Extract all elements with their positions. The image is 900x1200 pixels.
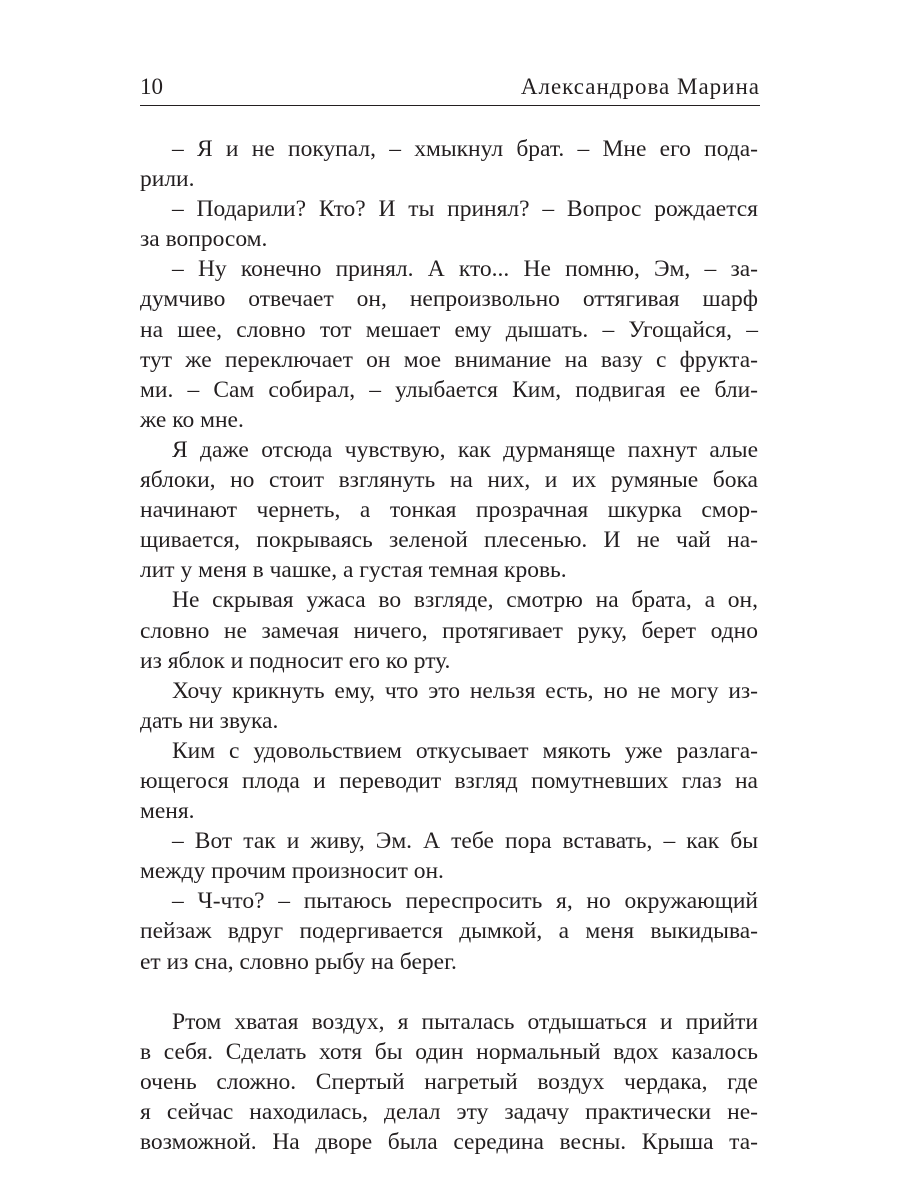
text-line: очень сложно. Спертый нагретый воздух чердака, где xyxy=(140,1068,758,1095)
text-line: думчиво отвечает он, непроизвольно оттягивая шарф xyxy=(140,286,758,313)
text-line: начинают чернеть, а тонкая прозрачная шкурка смор- xyxy=(140,497,758,524)
page-number: 10 xyxy=(140,74,163,99)
text-line: рили. xyxy=(140,166,195,193)
text-line: Хочу крикнуть ему, что это нельзя есть, но не могу из- xyxy=(172,677,758,704)
text-line: щивается, покрываясь зеленой плесенью. И не чай на- xyxy=(140,527,758,554)
text-line: Не скрывая ужаса во взгляде, смотрю на брата, а он, xyxy=(172,587,758,614)
text-line: из яблок и подносит его ко рту. xyxy=(140,647,451,674)
text-line: на шее, словно тот мешает ему дышать. – Угощайся, – xyxy=(140,316,758,343)
text-line: я сейчас находилась, делал эту задачу практически не- xyxy=(140,1099,758,1125)
text-line: – Ч-что? – пытаюсь переспросить я, но окружающий xyxy=(172,888,758,915)
book-page xyxy=(140,70,760,1170)
text-line: ющегося плода и переводит взгляд помутневших глаз на xyxy=(140,767,758,794)
text-line: – Ну конечно принял. А кто... Не помню, Эм, – за- xyxy=(172,256,758,283)
text-line: яблоки, но стоит взглянуть на них, и их румяные бока xyxy=(140,467,758,494)
body-text xyxy=(140,134,758,1157)
text-line: Ким с удовольствием откусывает мякоть уже разлага- xyxy=(172,737,758,764)
header-rule xyxy=(140,105,760,106)
text-line: же ко мне. xyxy=(140,406,244,433)
text-line: в себя. Сделать хотя бы один нормальный вдох казалось xyxy=(140,1038,758,1065)
text-line: пейзаж вдруг подергивается дымкой, а меня выкидыва- xyxy=(140,918,758,945)
text-line: возможной. На дворе была середина весны. Крыша та- xyxy=(140,1129,758,1156)
author-name: Александрова Марина xyxy=(520,74,760,99)
text-line: между прочим произносит он. xyxy=(140,858,444,885)
text-line: тут же переключает он мое внимание на вазу с фрукта- xyxy=(140,346,758,373)
text-line: словно не замечая ничего, протягивает руку, берет одно xyxy=(140,617,758,644)
text-line: лит у меня в чашке, а густая темная кровь. xyxy=(140,557,567,584)
text-line: ми. – Сам собирал, – улыбается Ким, подвигая ее бли- xyxy=(140,376,758,403)
text-line: – Я и не покупал, – хмыкнул брат. – Мне его пода- xyxy=(172,136,758,162)
text-line: дать ни звука. xyxy=(140,707,279,734)
text-line: – Вот так и живу, Эм. А тебе пора вставать, – как бы xyxy=(172,828,758,855)
text-line: за вопросом. xyxy=(140,226,268,253)
text-line: ет из сна, словно рыбу на берег. xyxy=(140,948,457,975)
text-line: Ртом хватая воздух, я пыталась отдышаться и прийти xyxy=(172,1008,758,1035)
text-line: меня. xyxy=(140,798,195,825)
text-line: Я даже отсюда чувствую, как дурманяще пахнут алые xyxy=(172,436,758,463)
section-break xyxy=(140,977,758,1007)
running-head xyxy=(140,70,760,104)
text-line: – Подарили? Кто? И ты принял? – Вопрос рождается xyxy=(172,196,758,223)
